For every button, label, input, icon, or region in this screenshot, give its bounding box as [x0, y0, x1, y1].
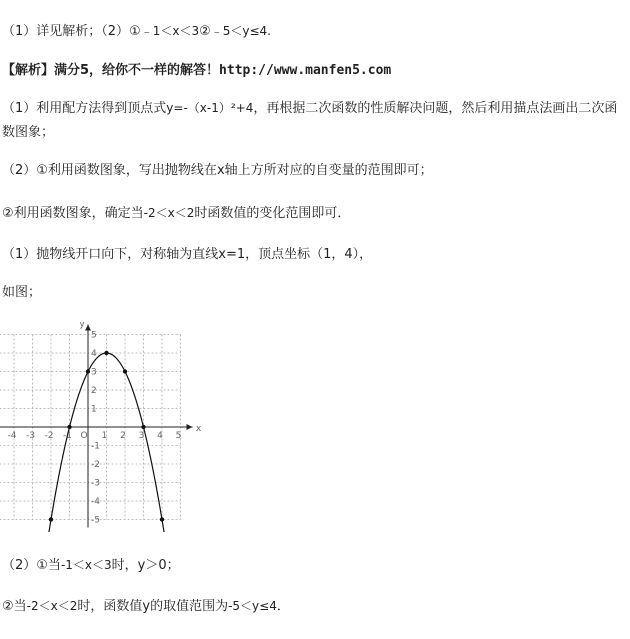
analysis-paragraph-1 [2, 96, 622, 145]
p2-x: x [216, 163, 225, 178]
p1-text-a: （1）利用配方法得到顶点式 [2, 101, 167, 116]
plotted-point [67, 425, 71, 429]
p3-range: -2＜x＜2 [143, 206, 195, 220]
answer-line [2, 22, 271, 41]
solution-line-2: 如图； [2, 285, 42, 300]
analysis-paragraph-2 [2, 162, 433, 180]
x-tick-label: -3 [26, 431, 35, 441]
solution-line-3 [2, 556, 180, 575]
s4-text-c: 的取值范围为 [150, 599, 229, 614]
solution-line-4 [2, 597, 290, 616]
plotted-point [104, 351, 108, 355]
analysis-tag-line [2, 62, 391, 80]
y-tick-label: 5 [91, 330, 97, 341]
p2-text-a: （2）①利用函数图象，写出抛物线在 [2, 163, 217, 178]
answer-range-y: ﹣5＜y≤4. [210, 24, 271, 38]
y-tick-label: -2 [91, 460, 100, 470]
p2-text-b: 轴上方所对应的自变量的范围即可； [224, 163, 433, 178]
x-axis-arrow [187, 424, 193, 430]
x-tick-label: 4 [157, 431, 163, 441]
s3-range: -1＜x＜3 [60, 558, 112, 572]
s4-y: y [142, 599, 151, 614]
plotted-point [123, 369, 127, 373]
s4-value-range: -5＜y≤4 [228, 599, 277, 613]
y-tick-label: 3 [91, 367, 97, 378]
x-tick-label: -4 [7, 431, 17, 441]
p3-text-b: 时函数值的变化范围即可． [194, 206, 351, 221]
answer-range-x: ﹣1＜x＜3 [140, 24, 200, 38]
parabola-graph [0, 322, 205, 532]
y-tick-label: -3 [91, 478, 100, 489]
x-tick-label: 5 [175, 431, 182, 441]
plotted-point [86, 369, 90, 373]
s4-range: -2＜x＜2 [26, 599, 78, 613]
site-url: http://www.manfen5.com [219, 63, 392, 78]
s4-text-b: 时，函数值 [77, 599, 143, 614]
y-tick-label: 4 [91, 349, 97, 359]
tick-labels [0, 322, 202, 526]
circle-two: ② [199, 24, 211, 39]
x-tick-label: -1 [63, 431, 72, 441]
y-tick-label: -5 [91, 515, 100, 526]
plotted-point [141, 425, 145, 429]
y-axis-label: y [79, 322, 85, 330]
analysis-paragraph-3 [2, 204, 350, 223]
s4-end: ． [276, 599, 290, 614]
analysis-tag: 【解析】满分5，给你不一样的解答！ [2, 63, 220, 78]
vertex-formula: y=-（x-1）²+4 [166, 101, 254, 115]
s3-text-b: 时，y＞0； [111, 558, 180, 573]
answer-part1: （1）详见解析；（2） [2, 24, 130, 39]
origin-label: O [80, 431, 88, 441]
y-tick-label: 1 [91, 404, 97, 415]
y-tick-label: 2 [91, 386, 97, 396]
y-tick-label: -4 [91, 497, 100, 507]
x-tick-label: 2 [120, 431, 126, 441]
x-axis-label: x [195, 424, 202, 434]
circle-one: ① [129, 24, 141, 39]
s3-text-a: （2）①当 [2, 558, 61, 573]
plotted-point [160, 517, 164, 521]
x-tick-label: 1 [101, 431, 108, 441]
p1-text-b: ，再根据二次函数的性质解决问题，然后利用描点法画出二次函数图象； [2, 101, 618, 140]
p3-text-a: ②利用函数图象，确定当 [2, 206, 144, 221]
y-tick-label: -1 [91, 441, 100, 452]
plotted-point [49, 517, 53, 521]
x-tick-label: 3 [138, 431, 145, 441]
solution-line-1: （1）抛物线开口向下，对称轴为直线x=1，顶点坐标（1，4）， [2, 247, 373, 262]
s4-text-a: ②当 [2, 599, 27, 614]
x-tick-label: -2 [44, 431, 54, 441]
